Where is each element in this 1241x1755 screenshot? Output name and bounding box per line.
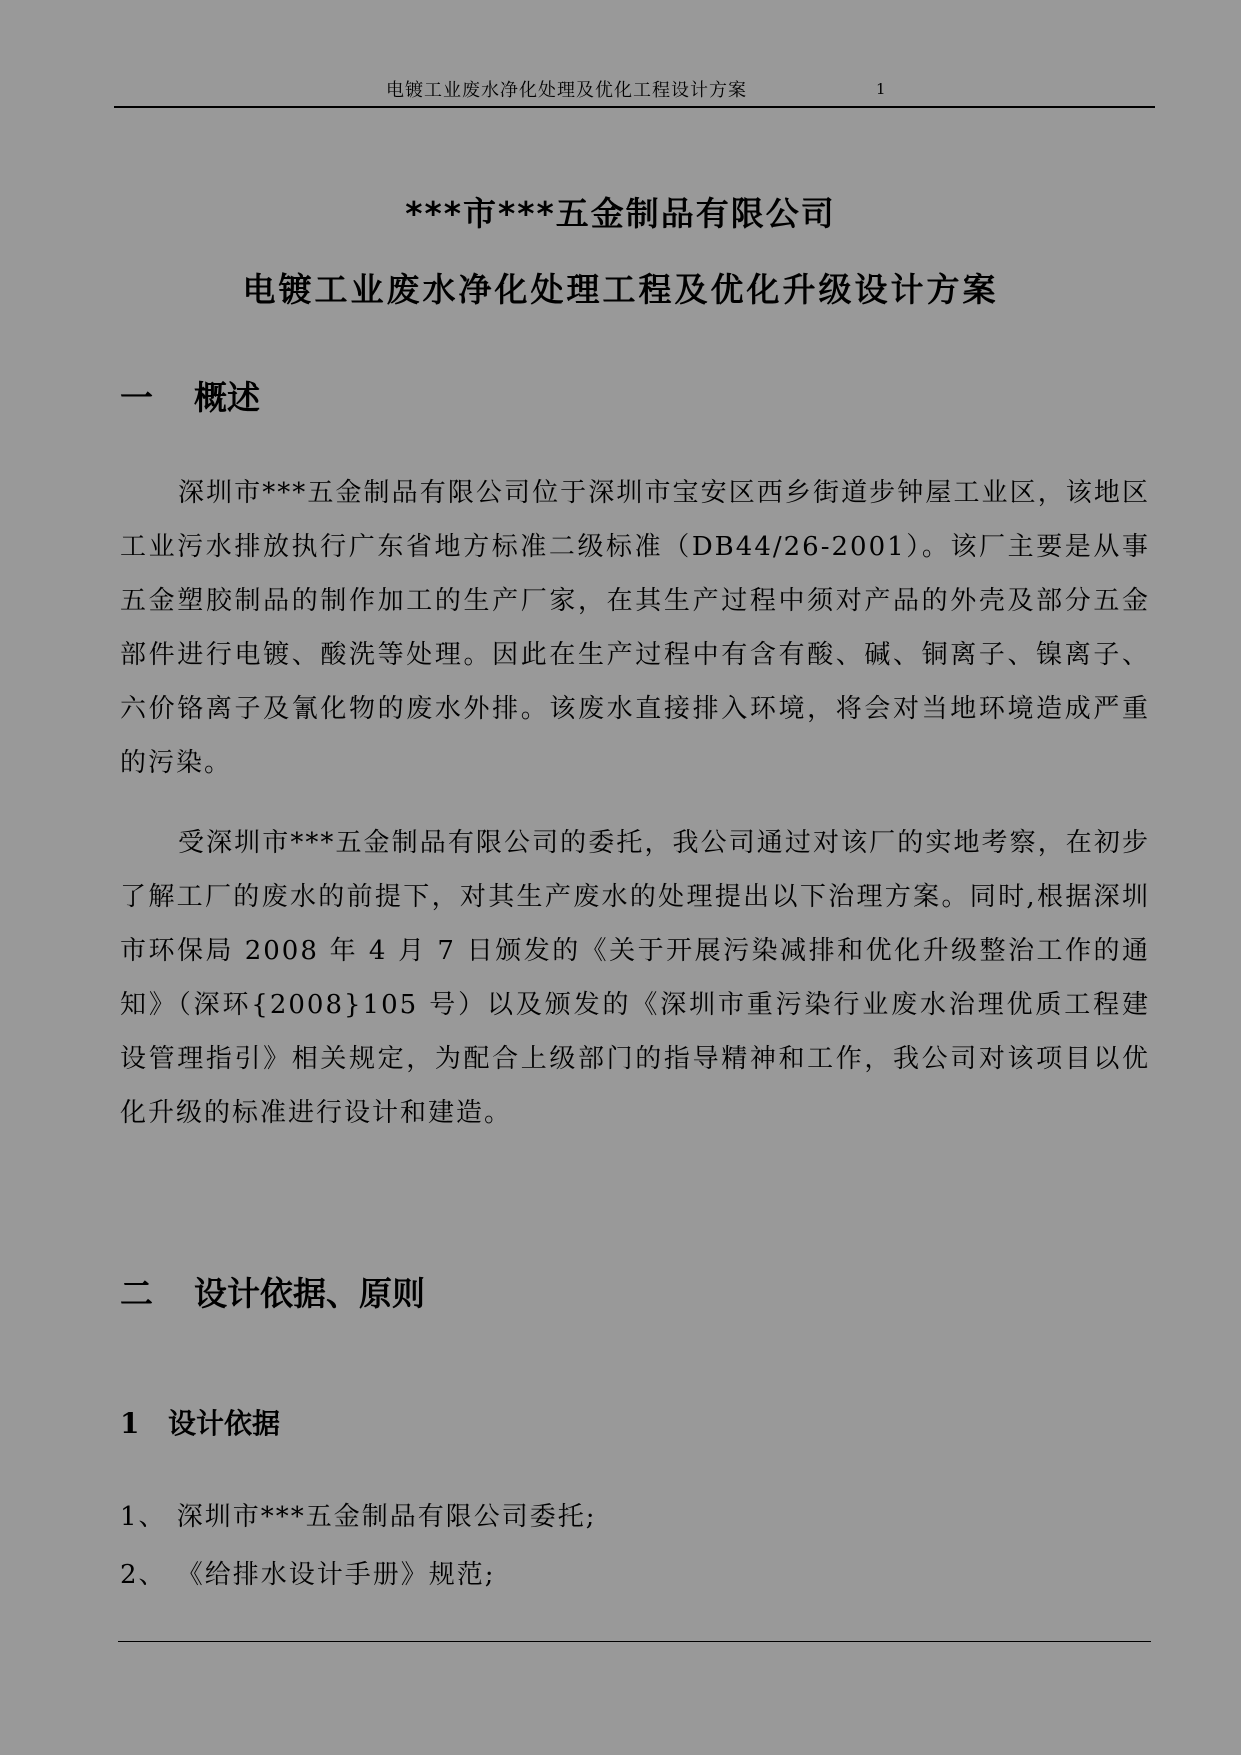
subsection-heading [120,1402,280,1442]
paragraph: 受深圳市***五金制品有限公司的委托，我公司通过对该厂的实地考察，在初步了解工厂的废水的前提下，对其生产废水的处理提出以下治理方案。同时,根据深圳市环保局 2008 年 4 月 7 日颁发的《关于开展污染减排和优化升级整治工作的通知》（深环{2008}105 号）以及颁发的《深圳市重污染行业废水治理优质工程建设管理指引》相关规定，为配合上级部门的指导精神和工作，我公司对该项目以优化升级的标准进行设计和建造。 [120,828,1150,1128]
list-item: 1、 深圳市***五金制品有限公司委托; [120,1502,597,1532]
page-number: 1 [876,80,886,98]
section-heading-overview [120,372,260,419]
section-title: 概述 [194,378,260,417]
section-number: 二 [120,1274,153,1313]
subsection-number: 1 [120,1407,140,1440]
page-header [114,72,1155,108]
subsection-title: 设计依据 [168,1407,281,1440]
footer-rule [118,1641,1151,1642]
section-number: 一 [120,378,153,417]
document-title-company: ***市***五金制品有限公司 [405,194,836,233]
list-item: 2、 《给排水设计手册》规范; [120,1560,496,1590]
section-heading-design-basis [120,1268,425,1315]
document-title-project: 电镀工业废水净化处理工程及优化升级设计方案 [242,270,999,309]
paragraph: 深圳市***五金制品有限公司位于深圳市宝安区西乡街道步钟屋工业区，该地区工业污水排放执行广东省地方标准二级标准（DB44/26-2001）。该厂主要是从事五金塑胶制品的制作加工的生产厂家，在其生产过程中须对产品的外壳及部分五金部件进行电镀、酸洗等处理。因此在生产过程中有含有酸、碱、铜离子、镍离子、六价铬离子及氰化物的废水外排。该废水直接排入环境，将会对当地环境造成严重的污染。 [120,478,1150,778]
section-title: 设计依据、原则 [194,1274,425,1313]
header-title: 电镀工业废水净化处理及优化工程设计方案 [386,80,747,101]
